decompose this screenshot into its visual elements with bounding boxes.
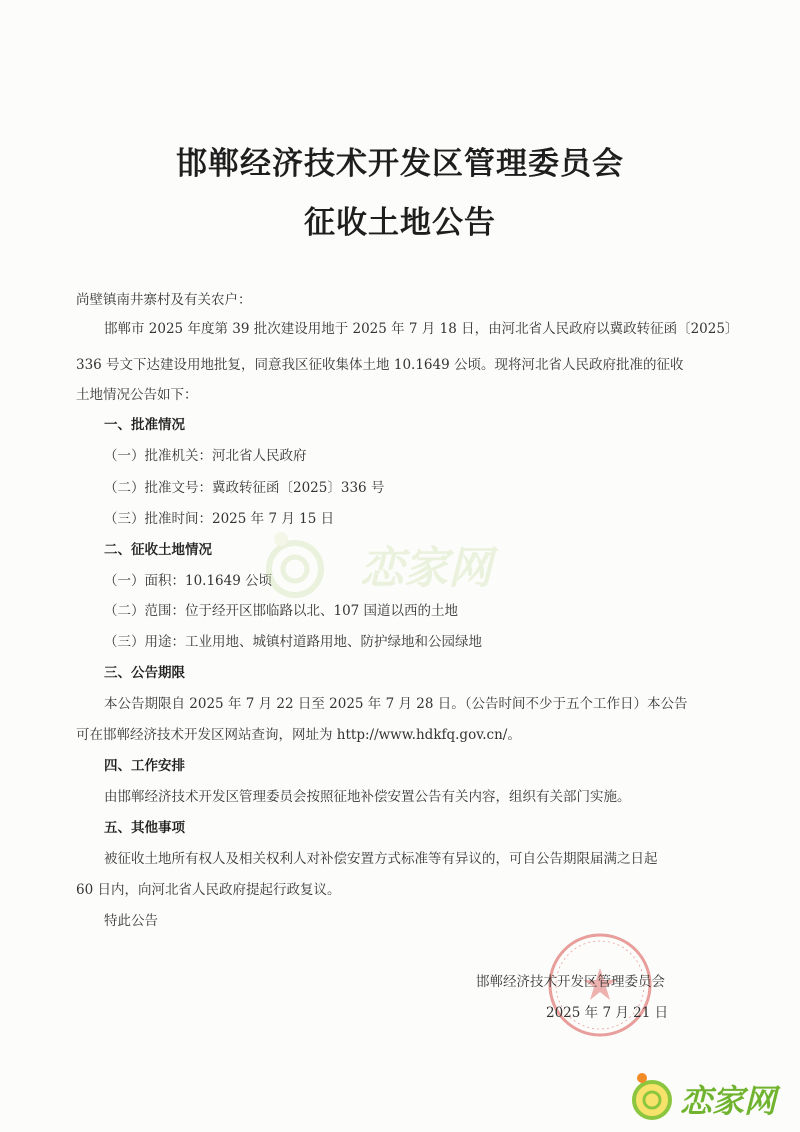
intro-line-1: 邯郸市 2025 年度第 39 批次建设用地于 2025 年 7 月 18 日，由河北省人民政府以冀政转征函〔2025〕 [104,321,739,337]
svg-text:恋家网: 恋家网 [680,1082,777,1120]
section-4-line-1: 由邯郸经济技术开发区管理委员会按照征地补偿安置公告有关内容，组织有关部门实施。 [104,789,631,805]
intro-line-2: 336 号文下达建设用地批复，同意我区征收集体土地 10.1649 公顷。现将河北省人民政府批准的征收 [76,357,684,373]
section-2-item: （一）面积：10.1649 公顷 [104,573,273,589]
salutation: 尚壁镇南井寨村及有关农户： [76,292,252,308]
document-title-line-1: 邯郸经济技术开发区管理委员会 [176,146,624,182]
snail-icon [269,532,321,595]
section-5-heading: 五、其他事项 [104,820,185,836]
section-3-line-2: 可在邯郸经济技术开发区网站查询，网址为 http://www.hdkfq.gov.cn/。 [76,727,521,743]
section-1-heading: 一、批准情况 [104,417,185,433]
section-2-item: （二）范围：位于经开区邯临路以北、107 国道以西的土地 [104,603,459,619]
section-2-item: （三）用途：工业用地、城镇村道路用地、防护绿地和公园绿地 [104,634,482,650]
signature-organization: 邯郸经济技术开发区管理委员会 [476,974,665,990]
section-1-item: （一）批准机关：河北省人民政府 [104,448,307,464]
section-4-heading: 四、工作安排 [104,758,185,774]
closing-text: 特此公告 [104,913,158,929]
section-2-heading: 二、征收土地情况 [104,542,212,558]
snail-icon [634,1073,670,1118]
section-1-item: （二）批准文号：冀政转征函〔2025〕336 号 [104,480,385,496]
section-1-item: （三）批准时间：2025 年 7 月 15 日 [104,511,335,527]
section-5-line-2: 60 日内，向河北省人民政府提起行政复议。 [76,882,341,898]
svg-text:恋家网: 恋家网 [360,543,492,594]
signature-date: 2025 年 7 月 21 日 [546,1005,669,1021]
section-5-line-1: 被征收土地所有权人及相关权利人对补偿安置方式标准等有异议的，可自公告期限届满之日起 [104,851,658,867]
intro-line-3: 土地情况公告如下： [76,387,198,403]
section-3-heading: 三、公告期限 [104,665,185,681]
document-title-line-2: 征收土地公告 [304,205,496,241]
watermark [255,525,525,605]
watermark-logo [625,1070,785,1125]
section-3-line-1: 本公告期限自 2025 年 7 月 22 日至 2025 年 7 月 28 日。（公告时间不少于五个工作日）本公告 [104,696,688,712]
